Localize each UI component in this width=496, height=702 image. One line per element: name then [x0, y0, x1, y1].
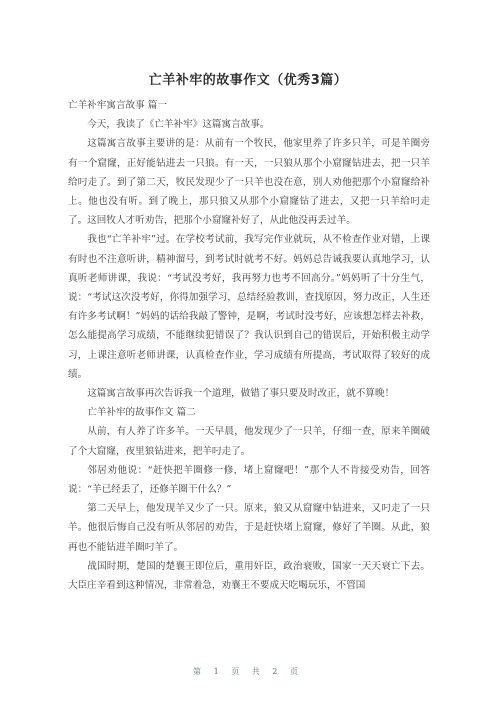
section-heading: 亡羊补牢的故事作文 篇二 [87, 407, 196, 419]
paragraph: 邻居劝他说：“赶快把羊圈修一修，堵上窟窿吧！”那个人不肯接受劝告，回答说：“羊已经丢了，还修羊圈干什么？” [68, 464, 430, 496]
paragraph: 我也“亡羊补牢”过。在学校考试前，我写完作业就玩，从不检查作业对错，上课有时也不注意听讲，精神溜号，到考试时就考不好。妈妈总告诫我要认真地学习，认真听老师讲课，我说：“考试没考好，我再努力也考不回高分。”妈妈听了十分生气，说：“考试这次没考好，你得加强学习，总结经验教训，查找原因，努力改正，人生还有许多考试啊！”妈妈的话给我敲了警钟，是啊，考试时没考好，应该想怎样去补救，怎么能提高学习成绩，不能继续犯错误了？我认识到自己的错误后，开始积极主动学习，上课注意听老师讲课，认真检查作业，学习成绩有所提高，考试取得了较好的成绩。 [68, 234, 430, 380]
section-heading: 亡羊补牢寓言故事 篇一 [68, 100, 167, 111]
document-title: 亡羊补牢的故事作文（优秀3篇） [148, 73, 348, 88]
paragraph: 今天，我读了《亡羊补牢》这篇寓言故事。 [87, 119, 270, 131]
document-body [68, 96, 430, 595]
page-footer: 第 1 页 共 2 页 [193, 667, 303, 676]
paragraph: 第二天早上，他发现羊又少了一只。原来，狼又从窟窿中钻进来，又叼走了一只羊。他很后悔自己没有听从邻居的劝告，于是赶快堵上窟窿，修好了羊圈。从此，狼再也不能钻进羊圈叼羊了。 [68, 503, 430, 553]
paragraph: 从前，有人养了许多羊。一天早晨，他发现少了一只羊，仔细一查，原来羊圈破了个大窟窿，夜里狼钻进来，把羊叼走了。 [68, 426, 430, 457]
paragraph: 这篇寓言故事主要讲的是：从前有一个牧民，他家里养了许多只羊，可是羊圈旁有一个窟窿，正好能钻进去一只狼。有一天，一只狼从那个小窟窿钻进去，把一只羊给叼走了。到了第二天，牧民发现少了一只羊也没在意，别人劝他把那个小窟窿给补上。他也没有听。到了晚上，那只狼又从那个小窟窿钻了进去，又把一只羊给叼走了。这回牧人才听劝告，把那个小窟窿补好了，从此他没再丢过羊。 [68, 138, 430, 227]
paragraph: 这篇寓言故事再次告诉我一个道理，做错了事只要及时改正，就不算晚！ [87, 388, 395, 400]
paragraph: 战国时期，楚国的楚襄王即位后，重用奸臣，政治衰败，国家一天天衰亡下去。大臣庄辛看到这种情况，非常着急，劝襄王不要成天吃喝玩乐，不管国 [68, 560, 430, 592]
